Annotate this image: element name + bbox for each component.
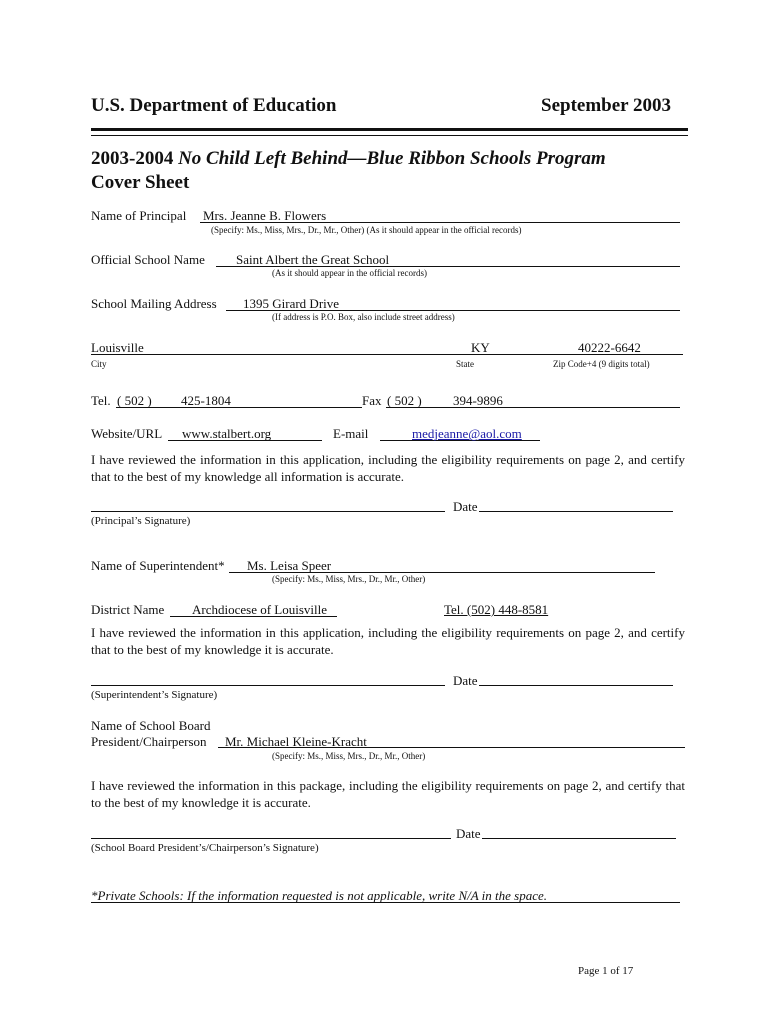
district-value[interactable]: Archdiocese of Louisville: [192, 602, 328, 617]
superintendent-hint: (Specify: Ms., Miss, Mrs., Dr., Mr., Other): [272, 574, 426, 584]
principal-label: Name of Principal: [91, 208, 187, 223]
superintendent-date-line[interactable]: [479, 685, 673, 686]
principal-date-label: Date: [453, 499, 478, 514]
tel-area-code[interactable]: ( 502 ): [117, 393, 152, 408]
program-title: [91, 147, 606, 171]
email-label: E-mail: [333, 426, 369, 441]
board-certification-text: I have reviewed the information in this package, including the eligibility requirements on page 2, and certify that to the best of my knowledge it is accurate.: [91, 778, 685, 810]
school-name-hint: (As it should appear in the official records): [272, 268, 428, 278]
cover-sheet-title: Cover Sheet: [91, 172, 190, 193]
board-signature-line[interactable]: [91, 838, 451, 839]
department-heading: U.S. Department of Education: [91, 95, 337, 116]
principal-value[interactable]: Mrs. Jeanne B. Flowers: [203, 208, 327, 223]
board-signature-label: (School Board President’s/Chairperson’s Signature): [91, 842, 319, 854]
state-label: State: [456, 359, 474, 369]
board-date-line[interactable]: [482, 838, 676, 839]
board-date-label: Date: [456, 826, 481, 841]
principal-date-line[interactable]: [479, 511, 673, 512]
city-label: City: [91, 359, 107, 369]
superintendent-date-label: Date: [453, 673, 478, 688]
principal-signature-label: (Principal’s Signature): [91, 515, 191, 527]
superintendent-value[interactable]: Ms. Leisa Speer: [247, 558, 332, 573]
principal-certification-text: I have reviewed the information in this application, including the eligibility requirements on page 2, and certify that to the best of my knowledge all information is accurate.: [91, 452, 685, 484]
district-label: District Name: [91, 602, 165, 617]
header-rule-thin: [91, 135, 688, 136]
program-name: No Child Left Behind—Blue Ribbon Schools Program: [178, 148, 606, 169]
board-value[interactable]: Mr. Michael Kleine-Kracht: [225, 734, 367, 749]
program-years: 2003-2004: [91, 148, 174, 169]
website-value[interactable]: www.stalbert.org: [182, 426, 272, 441]
principal-hint: (Specify: Ms., Miss, Mrs., Dr., Mr., Other) (As it should appear in the official records): [211, 225, 522, 235]
website-label: Website/URL: [91, 426, 163, 441]
superintendent-signature-line[interactable]: [91, 685, 445, 686]
private-schools-footnote: *Private Schools: If the information requested is not applicable, write N/A in the space.: [91, 888, 548, 903]
fax-area-code[interactable]: ( 502 ): [387, 393, 422, 408]
mailing-address-hint: (If address is P.O. Box, also include street address): [272, 312, 455, 322]
board-label-line1: Name of School Board: [91, 718, 211, 733]
school-name-label: Official School Name: [91, 252, 205, 267]
zip-label: Zip Code+4 (9 digits total): [553, 359, 650, 369]
zip-value[interactable]: 40222-6642: [578, 340, 641, 355]
header-rule-thick: [91, 128, 688, 131]
tel-number[interactable]: 425-1804: [181, 393, 231, 408]
email-link[interactable]: medjeanne@aol.com: [412, 426, 522, 441]
superintendent-label: Name of Superintendent*: [91, 558, 225, 573]
document-date: September 2003: [541, 95, 671, 116]
school-name-value[interactable]: Saint Albert the Great School: [236, 252, 390, 267]
fax-label: Fax: [362, 393, 382, 408]
tel-label: Tel.: [91, 393, 111, 408]
page-number: Page 1 of 17: [578, 965, 634, 977]
district-tel[interactable]: Tel. (502) 448-8581: [444, 602, 549, 617]
tel-underline: [116, 407, 362, 408]
state-value[interactable]: KY: [471, 340, 490, 355]
superintendent-signature-label: (Superintendent’s Signature): [91, 689, 218, 701]
city-value[interactable]: Louisville: [91, 340, 144, 355]
mailing-address-label: School Mailing Address: [91, 296, 217, 311]
fax-number[interactable]: 394-9896: [453, 393, 503, 408]
superintendent-certification-text: I have reviewed the information in this application, including the eligibility requirements on page 2, and certify that to the best of my knowledge it is accurate.: [91, 625, 685, 657]
fax-underline: [386, 407, 680, 408]
board-hint: (Specify: Ms., Miss, Mrs., Dr., Mr., Other): [272, 751, 426, 761]
mailing-address-value[interactable]: 1395 Girard Drive: [243, 296, 340, 311]
board-label-line2: President/Chairperson: [91, 734, 207, 749]
principal-signature-line[interactable]: [91, 511, 445, 512]
